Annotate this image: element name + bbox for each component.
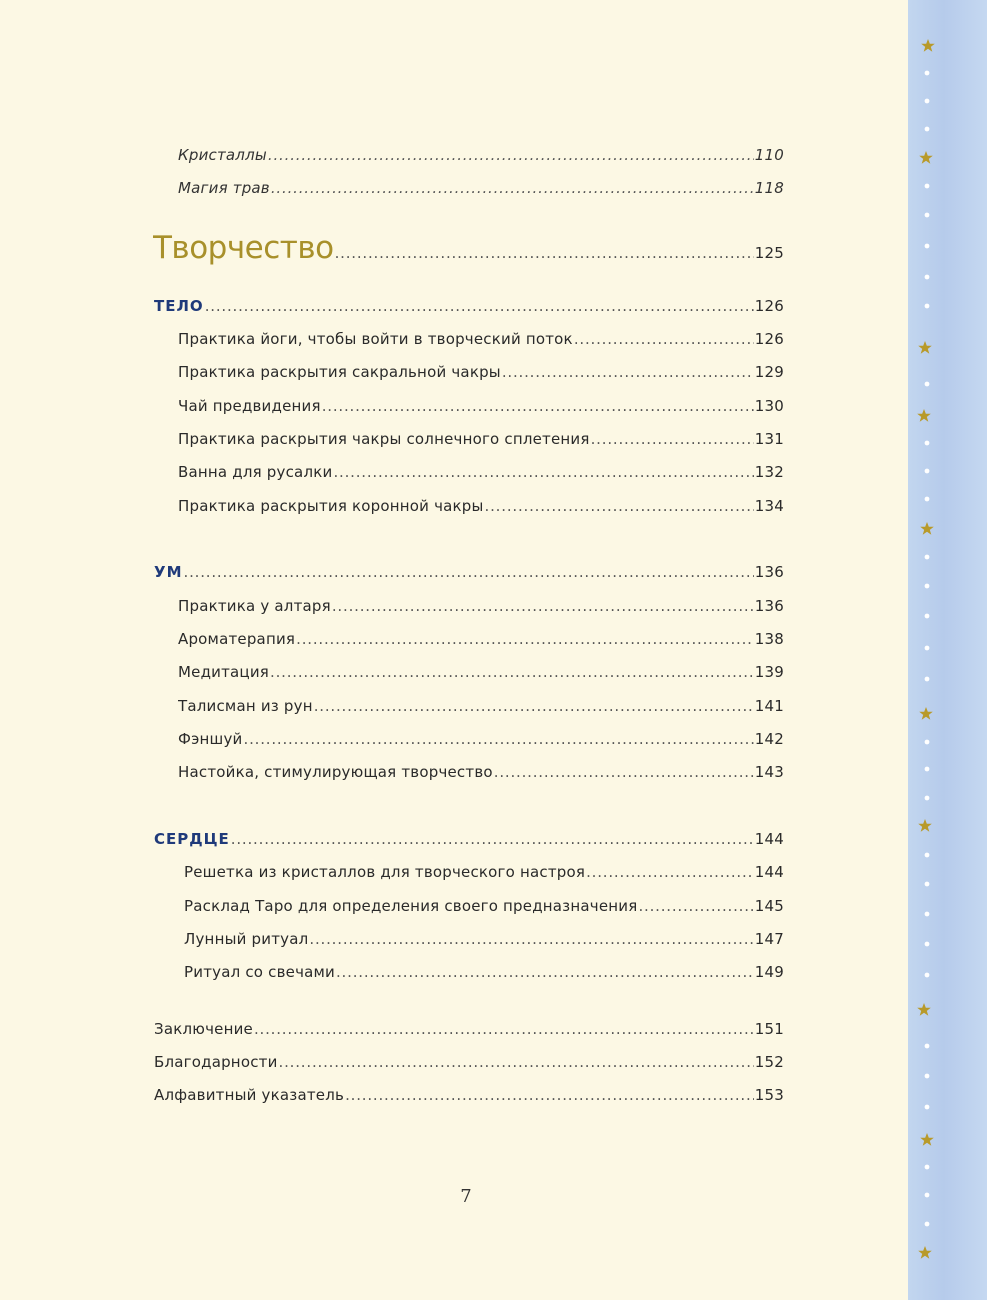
toc-entry[interactable] <box>154 1020 784 1038</box>
toc-entry[interactable] <box>178 430 784 448</box>
leader-dots <box>205 297 754 315</box>
leader-dots <box>270 663 754 681</box>
toc-entry-page: 129 <box>754 363 784 381</box>
toc-entry[interactable] <box>178 497 784 515</box>
toc-entry-page: 144 <box>754 863 784 881</box>
toc-entry-page: 139 <box>754 663 784 681</box>
toc-entry-title: Чай предвидения <box>178 397 321 415</box>
toc-entry-page: 143 <box>754 763 784 781</box>
decorative-star-strip <box>908 0 987 1300</box>
toc-entry-title: Расклад Таро для определения своего предназначения <box>184 897 638 915</box>
leader-dots <box>574 330 754 348</box>
section-header-mind[interactable] <box>154 563 784 581</box>
toc-entry-title: Практика раскрытия чакры солнечного сплетения <box>178 430 590 448</box>
toc-entry[interactable] <box>184 963 784 981</box>
white-dot-icon <box>925 71 930 1227</box>
toc-entry-title: Благодарности <box>154 1053 278 1071</box>
toc-entry-page: 110 <box>754 146 784 164</box>
page-number: 7 <box>460 1186 472 1207</box>
toc-entry-page: 141 <box>754 697 784 715</box>
toc-entry[interactable] <box>154 1053 784 1071</box>
leader-dots <box>638 897 753 915</box>
toc-entry-title: Алфавитный указатель <box>154 1086 345 1104</box>
toc-entry-title: Заключение <box>154 1020 253 1038</box>
section-title: УМ <box>154 563 183 581</box>
section-header-heart[interactable] <box>154 830 784 848</box>
leader-dots <box>335 244 754 262</box>
leader-dots <box>494 763 754 781</box>
toc-entry-page: 132 <box>754 463 784 481</box>
toc-entry-title: Ванна для русалки <box>178 463 333 481</box>
toc-entry[interactable] <box>178 179 784 197</box>
toc-entry[interactable] <box>178 663 784 681</box>
toc-entry-title: Ритуал со свечами <box>184 963 335 981</box>
leader-dots <box>485 497 754 515</box>
toc-entry-title: Практика раскрытия сакральной чакры <box>178 363 501 381</box>
toc-entry[interactable] <box>178 463 784 481</box>
toc-entry[interactable] <box>178 730 784 748</box>
toc-entry[interactable] <box>178 597 784 615</box>
section-title: СЕРДЦЕ <box>154 830 230 848</box>
section-title: ТЕЛО <box>154 297 204 315</box>
leader-dots <box>254 1020 754 1038</box>
toc-entry-title: Ароматерапия <box>178 630 296 648</box>
toc-entry-page: 136 <box>754 597 784 615</box>
toc-entry-page: 138 <box>754 630 784 648</box>
toc-entry-page: 145 <box>754 897 784 915</box>
leader-dots <box>322 397 754 415</box>
toc-entry-title: Фэншуй <box>178 730 243 748</box>
leader-dots <box>184 563 754 581</box>
leader-dots <box>502 363 754 381</box>
toc-entry-page: 142 <box>754 730 784 748</box>
toc-entry-page: 131 <box>754 430 784 448</box>
toc-entry-page: 151 <box>754 1020 784 1038</box>
toc-entry-title: Талисман из рун <box>178 697 313 715</box>
toc-entry-title: Медитация <box>178 663 270 681</box>
toc-entry-title: Практика йоги, чтобы войти в творческий поток <box>178 330 573 348</box>
leader-dots <box>314 697 754 715</box>
leader-dots <box>309 930 753 948</box>
toc-entry-page: 147 <box>754 930 784 948</box>
toc-entry[interactable] <box>178 363 784 381</box>
leader-dots <box>271 179 754 197</box>
toc-entry[interactable] <box>178 397 784 415</box>
leader-dots <box>268 146 754 164</box>
toc-entry-page: 134 <box>754 497 784 515</box>
toc-entry[interactable] <box>178 146 784 164</box>
toc-entry-page: 126 <box>754 330 784 348</box>
leader-dots <box>244 730 754 748</box>
leader-dots <box>591 430 754 448</box>
leader-dots <box>279 1053 754 1071</box>
toc-entry[interactable] <box>154 1086 784 1104</box>
leader-dots <box>332 597 754 615</box>
toc-entry-page: 130 <box>754 397 784 415</box>
toc-entry[interactable] <box>178 763 784 781</box>
leader-dots <box>296 630 754 648</box>
leader-dots <box>586 863 754 881</box>
toc-entry[interactable] <box>178 330 784 348</box>
chapter-title: Творчество <box>153 230 334 266</box>
toc-entry-title: Практика раскрытия коронной чакры <box>178 497 484 515</box>
toc-entry-title: Решетка из кристаллов для творческого настроя <box>184 863 586 881</box>
leader-dots <box>336 963 754 981</box>
stars-and-dots-pattern <box>908 0 987 1300</box>
toc-entry-title: Практика у алтаря <box>178 597 331 615</box>
toc-entry[interactable] <box>184 930 784 948</box>
toc-entry-title: Лунный ритуал <box>184 930 309 948</box>
chapter-page: 125 <box>754 244 784 262</box>
toc-entry-page: 152 <box>754 1053 784 1071</box>
section-page: 144 <box>754 830 784 848</box>
toc-entry-title: Магия трав <box>178 179 270 197</box>
leader-dots <box>333 463 753 481</box>
chapter-entry[interactable] <box>153 230 784 266</box>
toc-entry[interactable] <box>184 897 784 915</box>
section-page: 136 <box>754 563 784 581</box>
section-page: 126 <box>754 297 784 315</box>
toc-entry-title: Кристаллы <box>178 146 267 164</box>
toc-entry[interactable] <box>178 697 784 715</box>
toc-entry-page: 153 <box>754 1086 784 1104</box>
section-header-body[interactable] <box>154 297 784 315</box>
toc-entry[interactable] <box>178 630 784 648</box>
leader-dots <box>231 830 754 848</box>
toc-entry[interactable] <box>184 863 784 881</box>
leader-dots <box>345 1086 754 1104</box>
toc-entry-page: 118 <box>754 179 784 197</box>
toc-entry-page: 149 <box>754 963 784 981</box>
toc-entry-title: Настойка, стимулирующая творчество <box>178 763 493 781</box>
